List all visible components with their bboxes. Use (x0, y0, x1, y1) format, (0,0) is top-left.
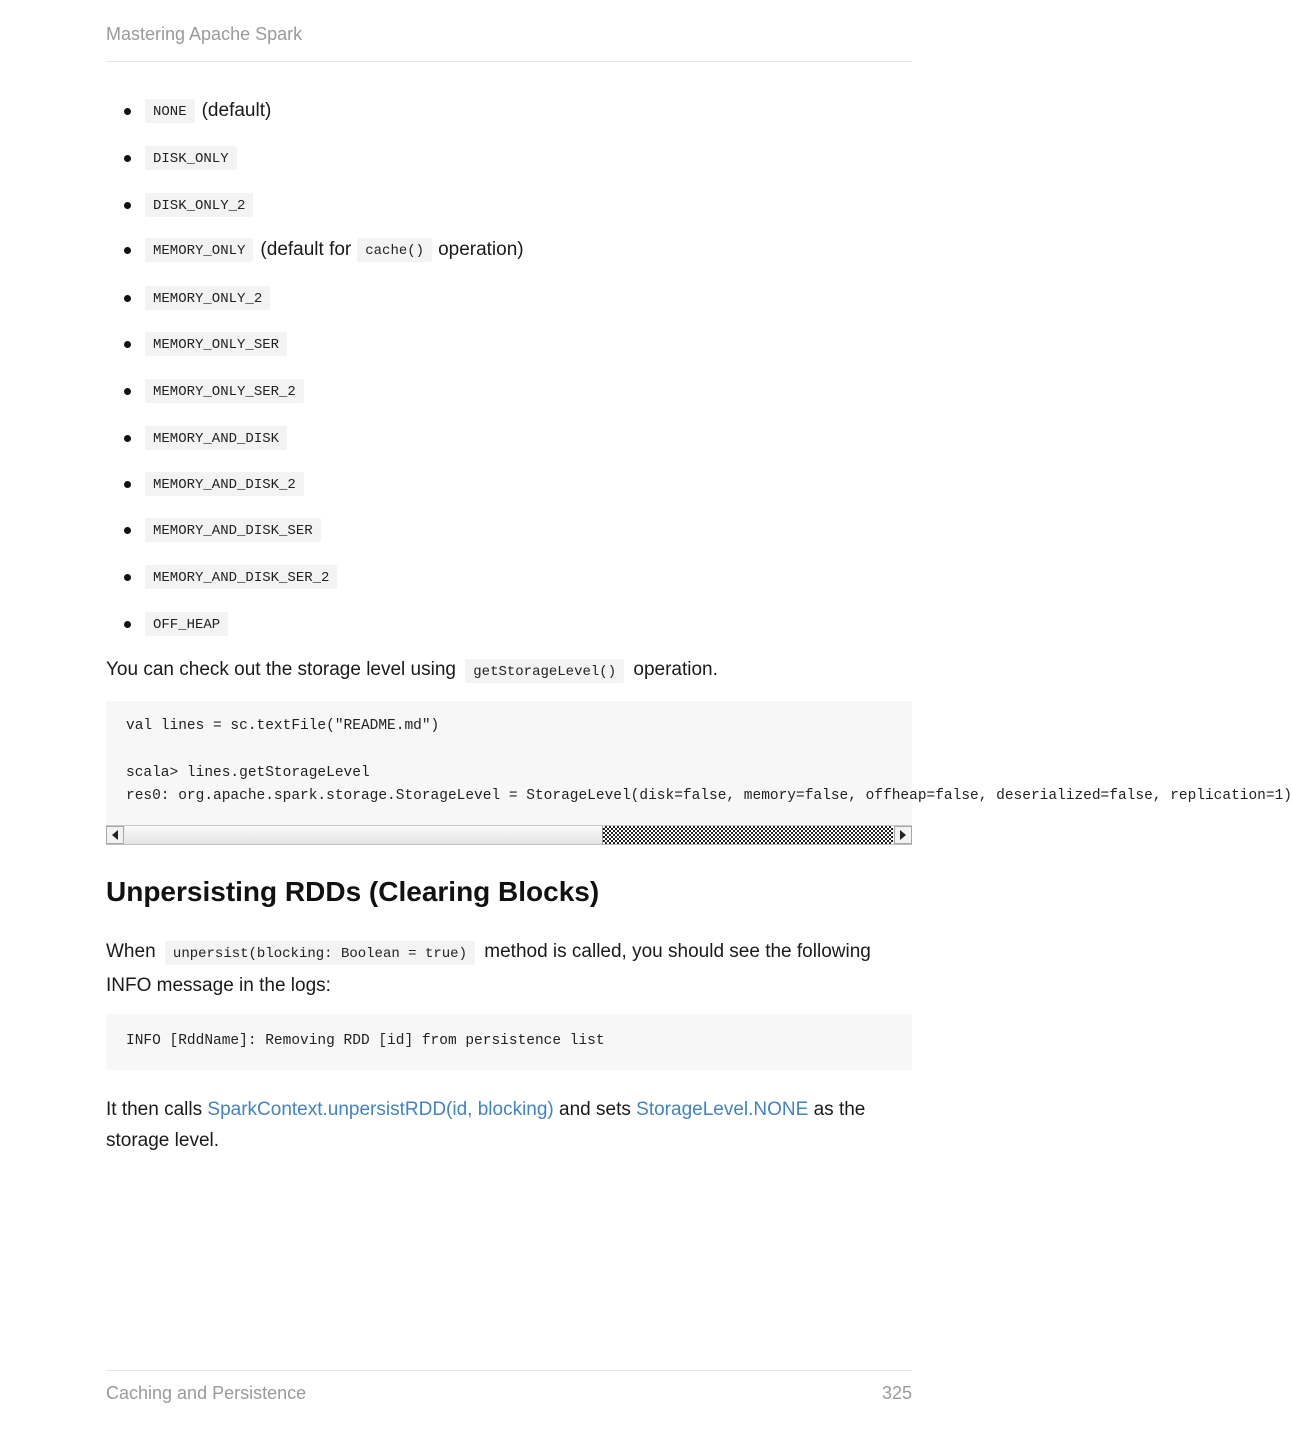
paragraph-text: and sets (559, 1099, 631, 1120)
bullet-icon (124, 341, 131, 348)
unpersist-paragraph (106, 936, 912, 1001)
scroll-left-button[interactable] (106, 826, 124, 844)
section-heading: Unpersisting RDDs (Clearing Blocks) (106, 876, 600, 907)
inline-code: MEMORY_AND_DISK_SER (145, 518, 321, 542)
header-divider (106, 61, 912, 62)
inline-code: MEMORY_ONLY_SER (145, 332, 287, 356)
inline-code: OFF_HEAP (145, 612, 228, 636)
footer-chapter-title: Caching and Persistence (106, 1383, 307, 1403)
calls-paragraph (106, 1094, 912, 1156)
page-number: 325 (881, 1383, 912, 1403)
bullet-icon (124, 621, 131, 628)
inline-code: MEMORY_ONLY (145, 238, 253, 262)
code-line: val lines = sc.textFile("README.md") (126, 718, 440, 734)
scroll-right-button[interactable] (894, 826, 912, 844)
list-item (106, 235, 524, 265)
list-item (106, 609, 228, 639)
list-item (106, 376, 304, 406)
inline-code: cache() (357, 238, 432, 262)
scrollbar-thumb[interactable] (125, 826, 603, 844)
paragraph-text: operation. (633, 659, 718, 680)
paragraph-text: It then calls (106, 1099, 203, 1120)
footer-divider (106, 1370, 912, 1371)
inline-code: MEMORY_AND_DISK_SER_2 (145, 565, 337, 589)
list-item (106, 143, 237, 173)
list-item-note: operation) (438, 239, 524, 260)
scrollbar-track[interactable] (603, 826, 893, 844)
inline-code: getStorageLevel() (465, 659, 624, 683)
bullet-icon (124, 435, 131, 442)
inline-code: DISK_ONLY_2 (145, 193, 253, 217)
inline-code: MEMORY_ONLY_SER_2 (145, 379, 304, 403)
bullet-icon (124, 155, 131, 162)
list-item (106, 190, 253, 220)
horizontal-scrollbar[interactable] (106, 825, 912, 845)
code-block-info-log (106, 1014, 912, 1070)
list-item-note: (default) (201, 100, 272, 121)
list-item (106, 96, 271, 126)
bullet-icon (124, 527, 131, 534)
list-item (106, 515, 321, 545)
code-line: INFO [RddName]: Removing RDD [id] from persistence list (126, 1033, 605, 1049)
inline-code: MEMORY_ONLY_2 (145, 286, 270, 310)
paragraph-text: When (106, 941, 156, 962)
list-item-note: (default for (260, 239, 352, 260)
check-storage-paragraph (106, 654, 912, 688)
bullet-icon (124, 481, 131, 488)
code-block-storage-level (106, 701, 1292, 825)
paragraph-text: method is called, you should see the following INFO message in the logs: (106, 941, 871, 996)
list-item (106, 469, 304, 499)
bullet-icon (124, 295, 131, 302)
inline-code: unpersist(blocking: Boolean = true) (165, 941, 475, 965)
list-item (106, 329, 287, 359)
list-item (106, 283, 270, 313)
bullet-icon (124, 388, 131, 395)
list-item (106, 562, 337, 592)
bullet-icon (124, 108, 131, 115)
inline-code: MEMORY_AND_DISK (145, 426, 287, 450)
code-line: scala> lines.getStorageLevel (126, 765, 370, 781)
running-header: Mastering Apache Spark (106, 24, 303, 44)
list-item (106, 423, 287, 453)
paragraph-text: You can check out the storage level using (106, 659, 456, 680)
code-line: res0: org.apache.spark.storage.StorageLevel = StorageLevel(disk=false, memory=false, offheap=false, deserialized=false, replication=1) (126, 788, 1292, 804)
bullet-icon (124, 247, 131, 254)
inline-code: DISK_ONLY (145, 146, 237, 170)
paragraph-text: as the storage level. (106, 1099, 866, 1151)
bullet-icon (124, 202, 131, 209)
inline-code: MEMORY_AND_DISK_2 (145, 472, 304, 496)
arrow-left-icon (112, 830, 118, 840)
sparkcontext-unpersistrdd-link[interactable]: SparkContext.unpersistRDD(id, blocking) (207, 1099, 554, 1120)
storagelevel-none-link[interactable]: StorageLevel.NONE (636, 1099, 809, 1120)
bullet-icon (124, 574, 131, 581)
arrow-right-icon (900, 830, 906, 840)
inline-code: NONE (145, 99, 195, 123)
